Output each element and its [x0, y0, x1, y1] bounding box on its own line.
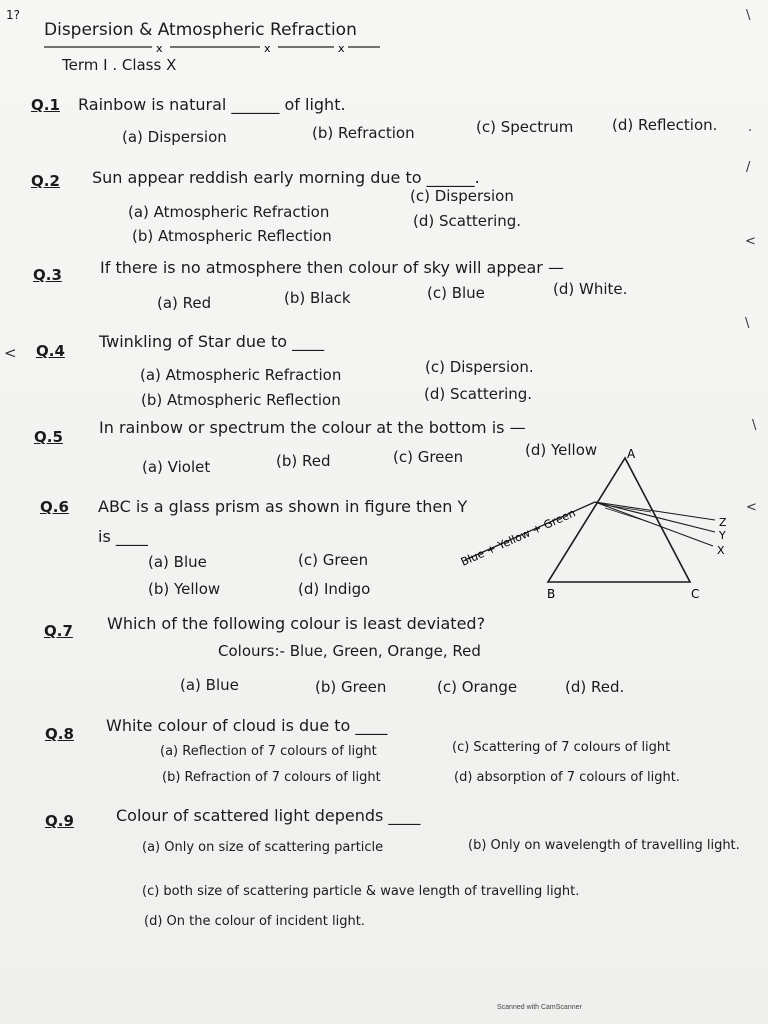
- vertex-label-b: B: [547, 587, 556, 600]
- margin-mark: <: [4, 344, 17, 362]
- question-text: Sun appear reddish early morning due to ______.: [92, 168, 480, 187]
- option: (c) Blue: [427, 284, 485, 302]
- margin-mark: .: [748, 120, 753, 135]
- question-number: Q.5: [34, 428, 63, 446]
- vertex-label-c: C: [691, 587, 700, 600]
- prism-diagram: [455, 440, 745, 600]
- margin-mark: /: [746, 160, 751, 175]
- scanner-watermark: Scanned with CamScanner: [497, 1004, 582, 1011]
- option: (d) Indigo: [298, 580, 371, 598]
- option: (c) Orange: [437, 678, 518, 696]
- page-number: 1?: [6, 8, 21, 22]
- option: (c) Green: [393, 448, 464, 466]
- margin-mark: <: [745, 234, 756, 249]
- vertex-label-a: A: [627, 447, 636, 461]
- option: (c) Scattering of 7 colours of light: [452, 740, 671, 755]
- option: (a) Dispersion: [122, 128, 227, 146]
- option: (b) Atmospheric Reflection: [132, 227, 332, 245]
- option: (b) Black: [284, 289, 351, 307]
- question-number: Q.6: [40, 498, 69, 516]
- question-text: Rainbow is natural ______ of light.: [78, 95, 346, 114]
- option: (b) Refraction of 7 colours of light: [162, 770, 381, 785]
- option: (d) Reflection.: [612, 116, 718, 134]
- option: (a) Reflection of 7 colours of light: [160, 744, 377, 759]
- term-class: Term I . Class X: [62, 56, 177, 74]
- ray-label-x: X: [717, 544, 725, 557]
- option: (a) Red: [157, 294, 212, 312]
- option: (a) Only on size of scattering particle: [142, 840, 384, 855]
- option: (b) Green: [315, 678, 387, 696]
- margin-mark: \: [746, 8, 751, 23]
- svg-text:x: x: [156, 42, 163, 54]
- question-text: In rainbow or spectrum the colour at the bottom is —: [99, 418, 526, 437]
- question-text: ABC is a glass prism as shown in figure then Y is ____: [98, 497, 468, 546]
- question-number: Q.1: [31, 96, 60, 114]
- option: (d) Scattering.: [424, 385, 533, 403]
- margin-mark: <: [746, 500, 757, 515]
- margin-mark: \: [745, 316, 750, 331]
- ray-label-z: Z: [719, 516, 727, 529]
- option: (a) Atmospheric Refraction: [128, 203, 330, 221]
- option: (b) Atmospheric Reflection: [141, 391, 341, 409]
- question-number: Q.2: [31, 172, 60, 190]
- question-number: Q.9: [45, 812, 74, 830]
- option: (d) absorption of 7 colours of light.: [454, 770, 680, 785]
- question-subtext: Colours:- Blue, Green, Orange, Red: [218, 642, 481, 660]
- question-text: Which of the following colour is least deviated?: [107, 614, 486, 633]
- option: (d) White.: [553, 280, 628, 298]
- option: (b) Only on wavelength of travelling light.: [468, 838, 740, 853]
- svg-text:x: x: [338, 42, 345, 54]
- option: (b) Yellow: [148, 580, 221, 598]
- svg-text:x: x: [264, 42, 271, 54]
- option: (b) Red: [276, 452, 331, 470]
- option: (d) Scattering.: [413, 212, 522, 230]
- option: (b) Refraction: [312, 124, 415, 142]
- title-underline: [44, 40, 384, 54]
- question-number: Q.8: [45, 725, 74, 743]
- option: (c) Dispersion.: [425, 358, 534, 376]
- option: (a) Blue: [180, 676, 239, 694]
- option: (d) Yellow: [525, 441, 598, 459]
- option: (d) On the colour of incident light.: [144, 914, 365, 929]
- option: (a) Atmospheric Refraction: [140, 366, 342, 384]
- option: (c) both size of scattering particle & wave length of travelling light.: [142, 884, 580, 899]
- question-text: Colour of scattered light depends ____: [116, 806, 421, 825]
- option: (c) Dispersion: [410, 187, 514, 205]
- worksheet-title: Dispersion & Atmospheric Refraction: [44, 20, 357, 40]
- option: (a) Violet: [142, 458, 211, 476]
- margin-mark: \: [752, 418, 757, 433]
- option: (a) Blue: [148, 553, 207, 571]
- ray-label-y: Y: [719, 529, 726, 542]
- question-text: White colour of cloud is due to ____: [106, 716, 388, 735]
- option: (d) Red.: [565, 678, 625, 696]
- question-number: Q.7: [44, 622, 73, 640]
- question-number: Q.4: [36, 342, 65, 360]
- question-number: Q.3: [33, 266, 62, 284]
- option: (c) Spectrum: [476, 118, 574, 136]
- option: (c) Green: [298, 551, 369, 569]
- question-text: If there is no atmosphere then colour of sky will appear —: [100, 258, 564, 277]
- question-text: Twinkling of Star due to ____: [99, 332, 325, 351]
- incident-beam-label: Blue + Yellow + Green: [458, 506, 578, 569]
